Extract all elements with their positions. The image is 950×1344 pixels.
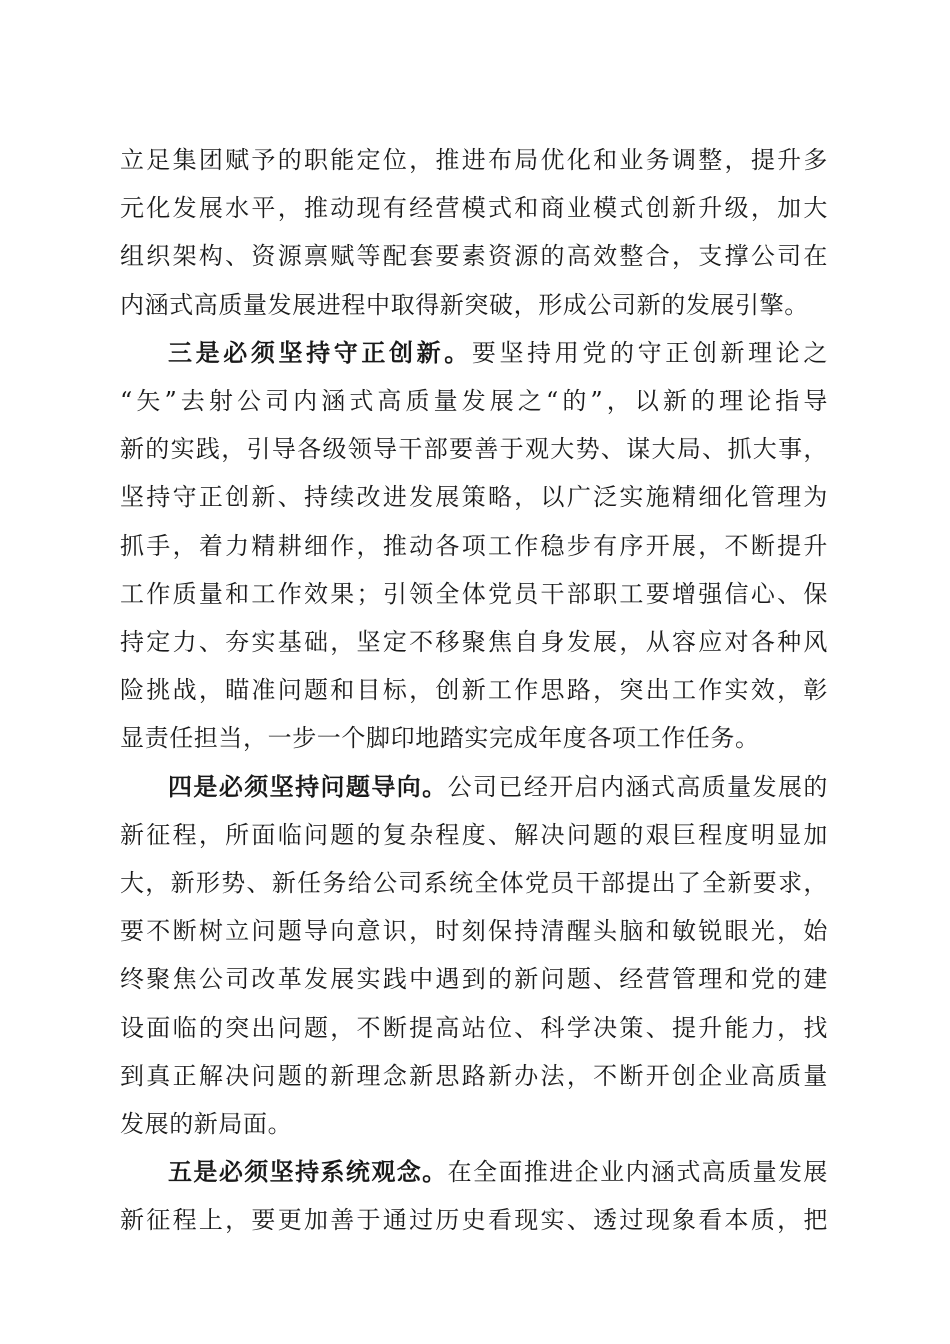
- text-line: 新的实践，引导各级领导干部要善于观大势、谋大局、抓大事，: [120, 435, 828, 464]
- paragraph-4: [120, 1148, 828, 1244]
- text-line: 到真正解决问题的新理念新思路新办法，不断开创企业高质量: [120, 1061, 828, 1090]
- text-line: 元化发展水平，推动现有经营模式和商业模式创新升级，加大: [120, 194, 828, 223]
- text-line: 设面临的突出问题，不断提高站位、科学决策、提升能力，找: [120, 1013, 828, 1042]
- text-line: 工作质量和工作效果；引领全体党员干部职工要增强信心、保: [120, 579, 828, 608]
- paragraph-2: [120, 329, 828, 763]
- text-run: 要坚持用党的守正创新理论之: [471, 338, 828, 367]
- paragraph-1: [120, 136, 828, 329]
- text-line: 组织架构、资源禀赋等配套要素资源的高效整合，支撑公司在: [120, 242, 828, 271]
- text-line: 终聚焦公司改革发展实践中遇到的新问题、经营管理和党的建: [120, 965, 828, 994]
- text-line: 发展的新局面。: [120, 1110, 293, 1139]
- text-line-first: [120, 763, 828, 811]
- text-line: 新征程上，要更加善于通过历史看现实、透过现象看本质，把: [120, 1206, 828, 1235]
- text-line: “矢”去射公司内涵式高质量发展之“的”，以新的理论指导: [120, 387, 828, 416]
- text-line: 险挑战，瞄准问题和目标，创新工作思路，突出工作实效，彰: [120, 676, 828, 705]
- paragraph-3: [120, 763, 828, 1149]
- text-line-first: [120, 1148, 828, 1196]
- document-body: [120, 136, 828, 1245]
- text-line: 坚持守正创新、持续改进发展策略，以广泛实施精细化管理为: [120, 483, 828, 512]
- text-line: 显责任担当，一步一个脚印地踏实完成年度各项工作任务。: [120, 724, 760, 753]
- text-line: 大，新形势、新任务给公司系统全体党员干部提出了全新要求，: [120, 869, 828, 898]
- text-run: 公司已经开启内涵式高质量发展的: [447, 772, 828, 801]
- text-line: 内涵式高质量发展进程中取得新突破，形成公司新的发展引擎。: [120, 290, 809, 319]
- text-line-first: [120, 329, 828, 377]
- text-line: 要不断树立问题导向意识，时刻保持清醒头脑和敏锐眼光，始: [120, 917, 828, 946]
- paragraph-heading: 三是必须坚持守正创新。: [168, 337, 472, 367]
- text-run: 在全面推进企业内涵式高质量发展: [447, 1158, 828, 1187]
- paragraph-heading: 四是必须坚持问题导向。: [168, 771, 448, 801]
- text-line: 新征程，所面临问题的复杂程度、解决问题的艰巨程度明显加: [120, 820, 828, 849]
- paragraph-heading: 五是必须坚持系统观念。: [168, 1157, 448, 1187]
- text-line: 抓手，着力精耕细作，推动各项工作稳步有序开展，不断提升: [120, 531, 828, 560]
- text-line: 持定力、夯实基础，坚定不移聚焦自身发展，从容应对各种风: [120, 628, 828, 657]
- text-line: 立足集团赋予的职能定位，推进布局优化和业务调整，提升多: [120, 146, 828, 174]
